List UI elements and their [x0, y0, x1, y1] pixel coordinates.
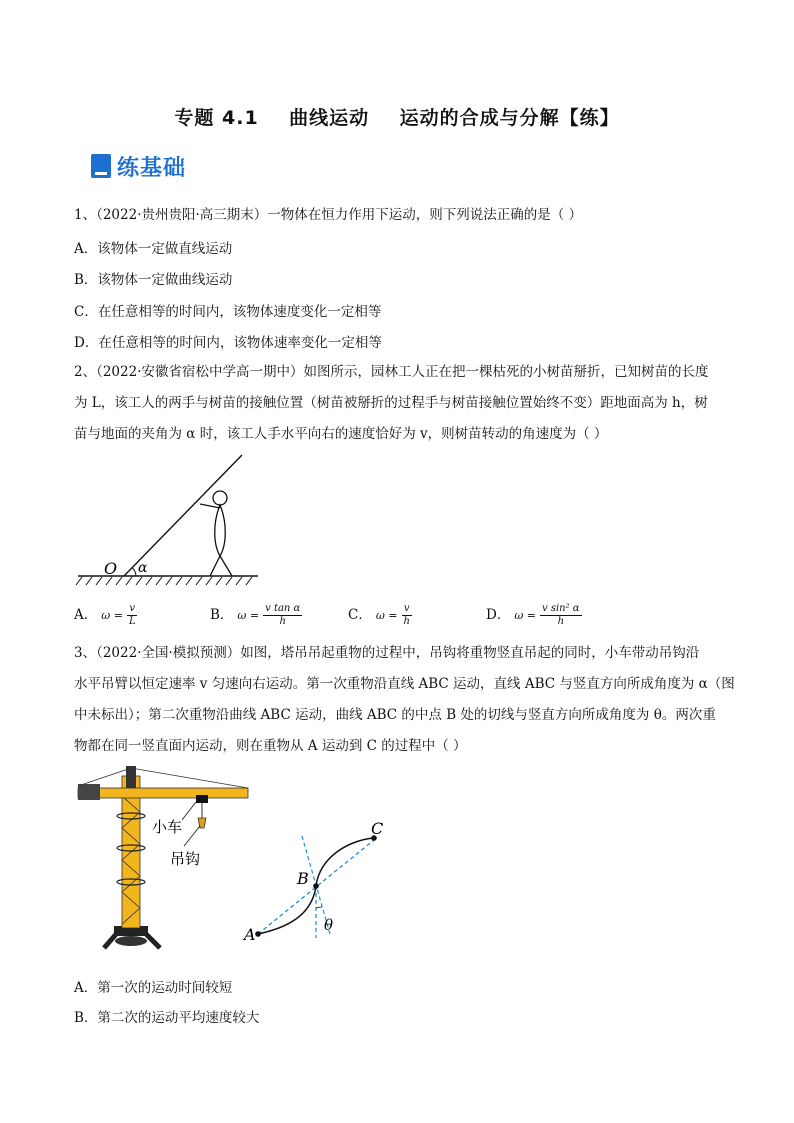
q3-option-b: B．第二次的运动平均速度较大 — [74, 1010, 260, 1026]
section-label: 练基础 — [117, 155, 187, 181]
q1-option-b: B．该物体一定做曲线运动 — [74, 272, 233, 288]
q2-stem-line-2: 为 L，该工人的两手与树苗的接触位置（树苗被掰折的过程手与树苗接触位置始终不变）距地面高为 h，树 — [74, 395, 708, 411]
tree-seedling-line — [124, 455, 242, 576]
q3-stem-line-4: 物都在同一竖直面内运动，则在重物从 A 运动到 C 的过程中（ ） — [74, 738, 467, 754]
q2-option-a: A． ω = $\frac{v}{L}$ — [74, 603, 136, 627]
worker-figure — [200, 491, 232, 576]
origin-label-o: O — [104, 559, 118, 578]
crane-base — [104, 926, 160, 948]
q3-stem-line-1: 3、（2022·全国·模拟预测）如图，塔吊吊起重物的过程中，吊钩将重物竖直吊起的同时，小车带动吊钩沿 — [74, 645, 700, 661]
tower-crane-figure — [74, 766, 254, 954]
q1-option-a: A．该物体一定做直线运动 — [74, 241, 233, 257]
angle-label-alpha: α — [138, 560, 148, 576]
cart-label: 小车 — [152, 818, 183, 836]
point-b — [313, 883, 319, 889]
trolley — [196, 795, 208, 803]
path-abc-figure — [240, 820, 400, 946]
q1-option-d: D．在任意相等的时间内，该物体速率变化一定相等 — [74, 335, 382, 351]
label-b: B — [297, 869, 309, 888]
q3-stem-line-2: 水平吊臂以恒定速率 v 匀速向右运动。第一次重物沿直线 ABC 运动，直线 ABC 与竖直方向所成角度为 α（图 — [74, 676, 735, 692]
label-c: C — [371, 820, 384, 838]
q1-stem: 1、（2022·贵州贵阳·高三期末）一物体在恒力作用下运动，则下列说法正确的是（ ） — [74, 207, 583, 223]
q1-option-c: C．在任意相等的时间内，该物体速度变化一定相等 — [74, 304, 382, 320]
tree-bending-figure — [74, 452, 264, 590]
q3-option-a: A．第一次的运动时间较短 — [74, 980, 233, 996]
q2-option-b: B． ω = $\frac{\text{v tan α}}{h}$ — [210, 603, 301, 627]
section-header — [91, 150, 186, 182]
crane-mast — [117, 776, 145, 928]
page-title: 专题 4.1 曲线运动 运动的合成与分解【练】 — [174, 107, 620, 129]
label-a: A — [244, 925, 256, 944]
q3-stem-line-3: 中未标出）；第二次重物沿曲线 ABC 运动，曲线 ABC 的中点 B 处的切线与竖直方向所成角度为 θ。两次重 — [74, 707, 716, 723]
q2-stem-line-3: 苗与地面的夹角为 α 时，该工人手水平向右的速度恰好为 v，则树苗转动的角速度为（ ） — [74, 426, 608, 442]
q2-stem-line-1: 2、（2022·安徽省宿松中学高一期中）如图所示，园林工人正在把一棵枯死的小树苗掰折，已知树苗的长度 — [74, 364, 709, 380]
book-icon — [91, 154, 111, 178]
label-theta: θ — [324, 916, 334, 934]
point-a — [255, 931, 261, 937]
hook-label: 吊钩 — [170, 850, 201, 868]
q2-option-d: D． ω = $\frac{\text{v sin² α}}{h}$ — [486, 603, 580, 627]
q2-option-c: C． ω = $\frac{v}{h}$ — [348, 603, 410, 627]
